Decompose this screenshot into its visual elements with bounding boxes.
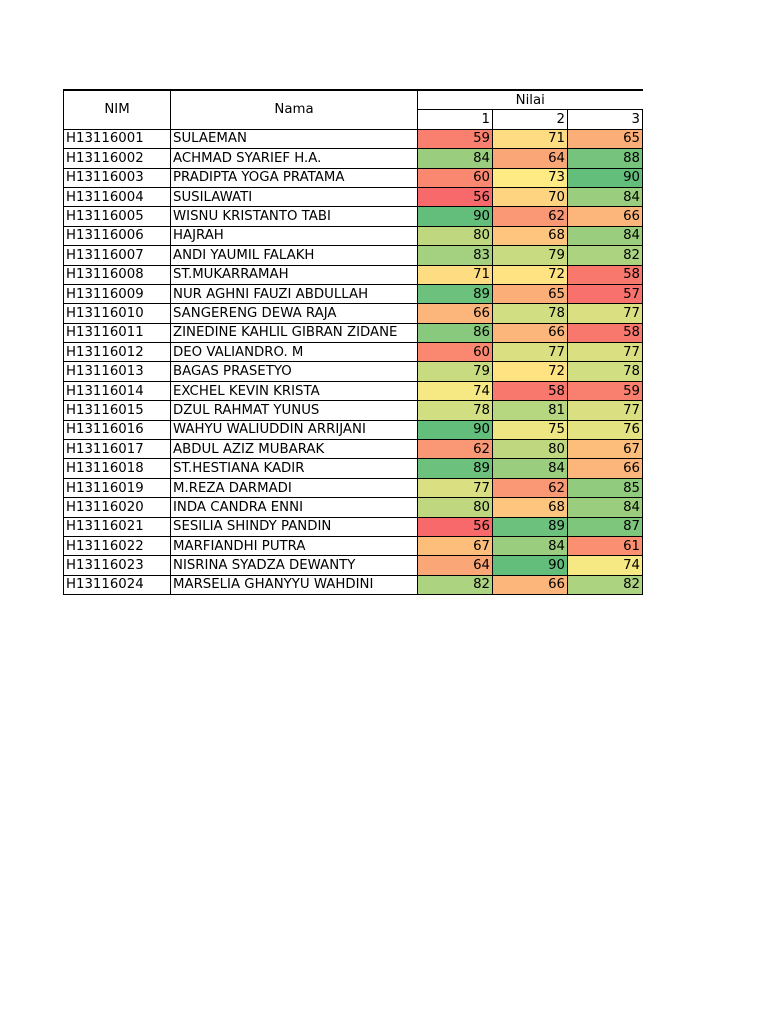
table-body (64, 129, 643, 594)
table-row (64, 207, 643, 226)
cell-nilai-1[interactable]: 90 (418, 420, 493, 439)
cell-nilai-2[interactable]: 62 (493, 478, 568, 497)
cell-nama[interactable]: ST.MUKARRAMAH (171, 265, 418, 284)
cell-nilai-1[interactable]: 82 (418, 575, 493, 594)
header-nilai-1[interactable]: 1 (418, 110, 493, 129)
cell-nama[interactable]: ANDI YAUMIL FALAKH (171, 246, 418, 265)
cell-nilai-2[interactable]: 81 (493, 401, 568, 420)
cell-nama[interactable]: DZUL RAHMAT YUNUS (171, 401, 418, 420)
cell-nilai-2[interactable]: 75 (493, 420, 568, 439)
cell-nama[interactable]: M.REZA DARMADI (171, 478, 418, 497)
cell-nama[interactable]: PRADIPTA YOGA PRATAMA (171, 168, 418, 187)
cell-nama[interactable]: WAHYU WALIUDDIN ARRIJANI (171, 420, 418, 439)
table-row (64, 129, 643, 148)
cell-nama[interactable]: SANGERENG DEWA RAJA (171, 304, 418, 323)
cell-nilai-3[interactable]: 59 (568, 381, 643, 400)
cell-nilai-1[interactable]: 77 (418, 478, 493, 497)
cell-nilai-1[interactable]: 79 (418, 362, 493, 381)
cell-nilai-2[interactable]: 84 (493, 536, 568, 555)
cell-nilai-1[interactable]: 56 (418, 517, 493, 536)
cell-nilai-1[interactable]: 89 (418, 459, 493, 478)
cell-nama[interactable]: ST.HESTIANA KADIR (171, 459, 418, 478)
cell-nilai-3[interactable]: 65 (568, 129, 643, 148)
cell-nilai-2[interactable]: 84 (493, 459, 568, 478)
cell-nama[interactable]: ACHMAD SYARIEF H.A. (171, 149, 418, 168)
cell-nilai-3[interactable]: 74 (568, 556, 643, 575)
table-row (64, 498, 643, 517)
cell-nilai-1[interactable]: 84 (418, 149, 493, 168)
cell-nama[interactable]: SULAEMAN (171, 129, 418, 148)
cell-nilai-2[interactable]: 71 (493, 129, 568, 148)
cell-nim[interactable]: H13116011 (64, 323, 171, 342)
table-row (64, 304, 643, 323)
cell-nilai-3[interactable]: 88 (568, 149, 643, 168)
cell-nilai-3[interactable]: 87 (568, 517, 643, 536)
table-row (64, 149, 643, 168)
cell-nilai-3[interactable]: 61 (568, 536, 643, 555)
cell-nilai-3[interactable]: 66 (568, 459, 643, 478)
cell-nilai-2[interactable]: 73 (493, 168, 568, 187)
header-nilai-3[interactable]: 3 (568, 110, 643, 129)
cell-nilai-2[interactable]: 80 (493, 440, 568, 459)
cell-nilai-1[interactable]: 62 (418, 440, 493, 459)
table-row (64, 420, 643, 439)
cell-nilai-3[interactable]: 90 (568, 168, 643, 187)
cell-nilai-1[interactable]: 56 (418, 187, 493, 206)
cell-nilai-1[interactable]: 60 (418, 343, 493, 362)
cell-nim[interactable]: H13116005 (64, 207, 171, 226)
cell-nilai-3[interactable]: 78 (568, 362, 643, 381)
cell-nim[interactable]: H13116019 (64, 478, 171, 497)
cell-nama[interactable]: ABDUL AZIZ MUBARAK (171, 440, 418, 459)
cell-nilai-3[interactable]: 84 (568, 187, 643, 206)
cell-nim[interactable]: H13116012 (64, 343, 171, 362)
table-row (64, 459, 643, 478)
cell-nilai-2[interactable]: 89 (493, 517, 568, 536)
cell-nilai-3[interactable]: 84 (568, 498, 643, 517)
cell-nama[interactable]: WISNU KRISTANTO TABI (171, 207, 418, 226)
cell-nim[interactable]: H13116004 (64, 187, 171, 206)
cell-nilai-3[interactable]: 57 (568, 284, 643, 303)
cell-nilai-3[interactable]: 85 (568, 478, 643, 497)
header-row (64, 90, 643, 110)
table-row (64, 323, 643, 342)
header-nim[interactable]: NIM (64, 90, 171, 129)
cell-nama[interactable]: SUSILAWATI (171, 187, 418, 206)
cell-nilai-3[interactable]: 77 (568, 401, 643, 420)
cell-nilai-3[interactable]: 82 (568, 575, 643, 594)
cell-nilai-2[interactable]: 90 (493, 556, 568, 575)
cell-nama[interactable]: BAGAS PRASETYO (171, 362, 418, 381)
table-row (64, 440, 643, 459)
cell-nama[interactable]: INDA CANDRA ENNI (171, 498, 418, 517)
cell-nim[interactable]: H13116013 (64, 362, 171, 381)
cell-nilai-3[interactable]: 67 (568, 440, 643, 459)
cell-nim[interactable]: H13116023 (64, 556, 171, 575)
cell-nim[interactable]: H13116016 (64, 420, 171, 439)
cell-nilai-1[interactable]: 67 (418, 536, 493, 555)
table-row (64, 187, 643, 206)
cell-nim[interactable]: H13116007 (64, 246, 171, 265)
cell-nilai-2[interactable]: 66 (493, 323, 568, 342)
table-row (64, 246, 643, 265)
cell-nilai-3[interactable]: 76 (568, 420, 643, 439)
table-row (64, 536, 643, 555)
cell-nim[interactable]: H13116001 (64, 129, 171, 148)
cell-nim[interactable]: H13116017 (64, 440, 171, 459)
cell-nama[interactable]: NISRINA SYADZA DEWANTY (171, 556, 418, 575)
cell-nilai-1[interactable]: 78 (418, 401, 493, 420)
cell-nilai-1[interactable]: 60 (418, 168, 493, 187)
cell-nim[interactable]: H13116002 (64, 149, 171, 168)
cell-nama[interactable]: DEO VALIANDRO. M (171, 343, 418, 362)
grade-table (63, 89, 643, 595)
cell-nilai-1[interactable]: 90 (418, 207, 493, 226)
cell-nilai-3[interactable]: 58 (568, 265, 643, 284)
cell-nilai-2[interactable]: 77 (493, 343, 568, 362)
cell-nama[interactable]: HAJRAH (171, 226, 418, 245)
cell-nilai-3[interactable]: 77 (568, 343, 643, 362)
cell-nim[interactable]: H13116024 (64, 575, 171, 594)
cell-nama[interactable]: MARSELIA GHANYYU WAHDINI (171, 575, 418, 594)
cell-nilai-1[interactable]: 71 (418, 265, 493, 284)
cell-nim[interactable]: H13116006 (64, 226, 171, 245)
table-row (64, 401, 643, 420)
cell-nilai-3[interactable]: 82 (568, 246, 643, 265)
cell-nim[interactable]: H13116015 (64, 401, 171, 420)
table-row (64, 226, 643, 245)
table-row (64, 168, 643, 187)
table-row (64, 284, 643, 303)
cell-nilai-1[interactable]: 89 (418, 284, 493, 303)
cell-nilai-1[interactable]: 66 (418, 304, 493, 323)
cell-nama[interactable]: MARFIANDHI PUTRA (171, 536, 418, 555)
cell-nilai-3[interactable]: 66 (568, 207, 643, 226)
cell-nilai-2[interactable]: 68 (493, 498, 568, 517)
cell-nilai-2[interactable]: 62 (493, 207, 568, 226)
header-nilai-2[interactable]: 2 (493, 110, 568, 129)
cell-nim[interactable]: H13116009 (64, 284, 171, 303)
cell-nilai-2[interactable]: 64 (493, 149, 568, 168)
cell-nilai-3[interactable]: 58 (568, 323, 643, 342)
cell-nilai-1[interactable]: 86 (418, 323, 493, 342)
cell-nilai-1[interactable]: 64 (418, 556, 493, 575)
table-row (64, 556, 643, 575)
cell-nama[interactable]: SESILIA SHINDY PANDIN (171, 517, 418, 536)
cell-nilai-1[interactable]: 80 (418, 226, 493, 245)
cell-nim[interactable]: H13116020 (64, 498, 171, 517)
cell-nilai-2[interactable]: 79 (493, 246, 568, 265)
cell-nilai-2[interactable]: 66 (493, 575, 568, 594)
cell-nilai-2[interactable]: 70 (493, 187, 568, 206)
cell-nilai-1[interactable]: 80 (418, 498, 493, 517)
header-nama[interactable]: Nama (171, 90, 418, 129)
table-row (64, 343, 643, 362)
cell-nilai-2[interactable]: 72 (493, 265, 568, 284)
cell-nilai-1[interactable]: 74 (418, 381, 493, 400)
cell-nilai-1[interactable]: 59 (418, 129, 493, 148)
cell-nilai-2[interactable]: 68 (493, 226, 568, 245)
cell-nilai-2[interactable]: 65 (493, 284, 568, 303)
cell-nim[interactable]: H13116014 (64, 381, 171, 400)
cell-nilai-1[interactable]: 83 (418, 246, 493, 265)
table-row (64, 362, 643, 381)
cell-nilai-2[interactable]: 72 (493, 362, 568, 381)
cell-nama[interactable]: EXCHEL KEVIN KRISTA (171, 381, 418, 400)
cell-nim[interactable]: H13116008 (64, 265, 171, 284)
cell-nilai-3[interactable]: 84 (568, 226, 643, 245)
cell-nilai-2[interactable]: 58 (493, 381, 568, 400)
table-row (64, 381, 643, 400)
table-row (64, 265, 643, 284)
cell-nilai-3[interactable]: 77 (568, 304, 643, 323)
cell-nim[interactable]: H13116021 (64, 517, 171, 536)
cell-nim[interactable]: H13116018 (64, 459, 171, 478)
cell-nim[interactable]: H13116010 (64, 304, 171, 323)
cell-nim[interactable]: H13116022 (64, 536, 171, 555)
table-row (64, 575, 643, 594)
header-nilai[interactable]: Nilai (418, 90, 643, 110)
cell-nim[interactable]: H13116003 (64, 168, 171, 187)
cell-nilai-2[interactable]: 78 (493, 304, 568, 323)
table-row (64, 478, 643, 497)
table-row (64, 517, 643, 536)
cell-nama[interactable]: ZINEDINE KAHLIL GIBRAN ZIDANE (171, 323, 418, 342)
cell-nama[interactable]: NUR AGHNI FAUZI ABDULLAH (171, 284, 418, 303)
